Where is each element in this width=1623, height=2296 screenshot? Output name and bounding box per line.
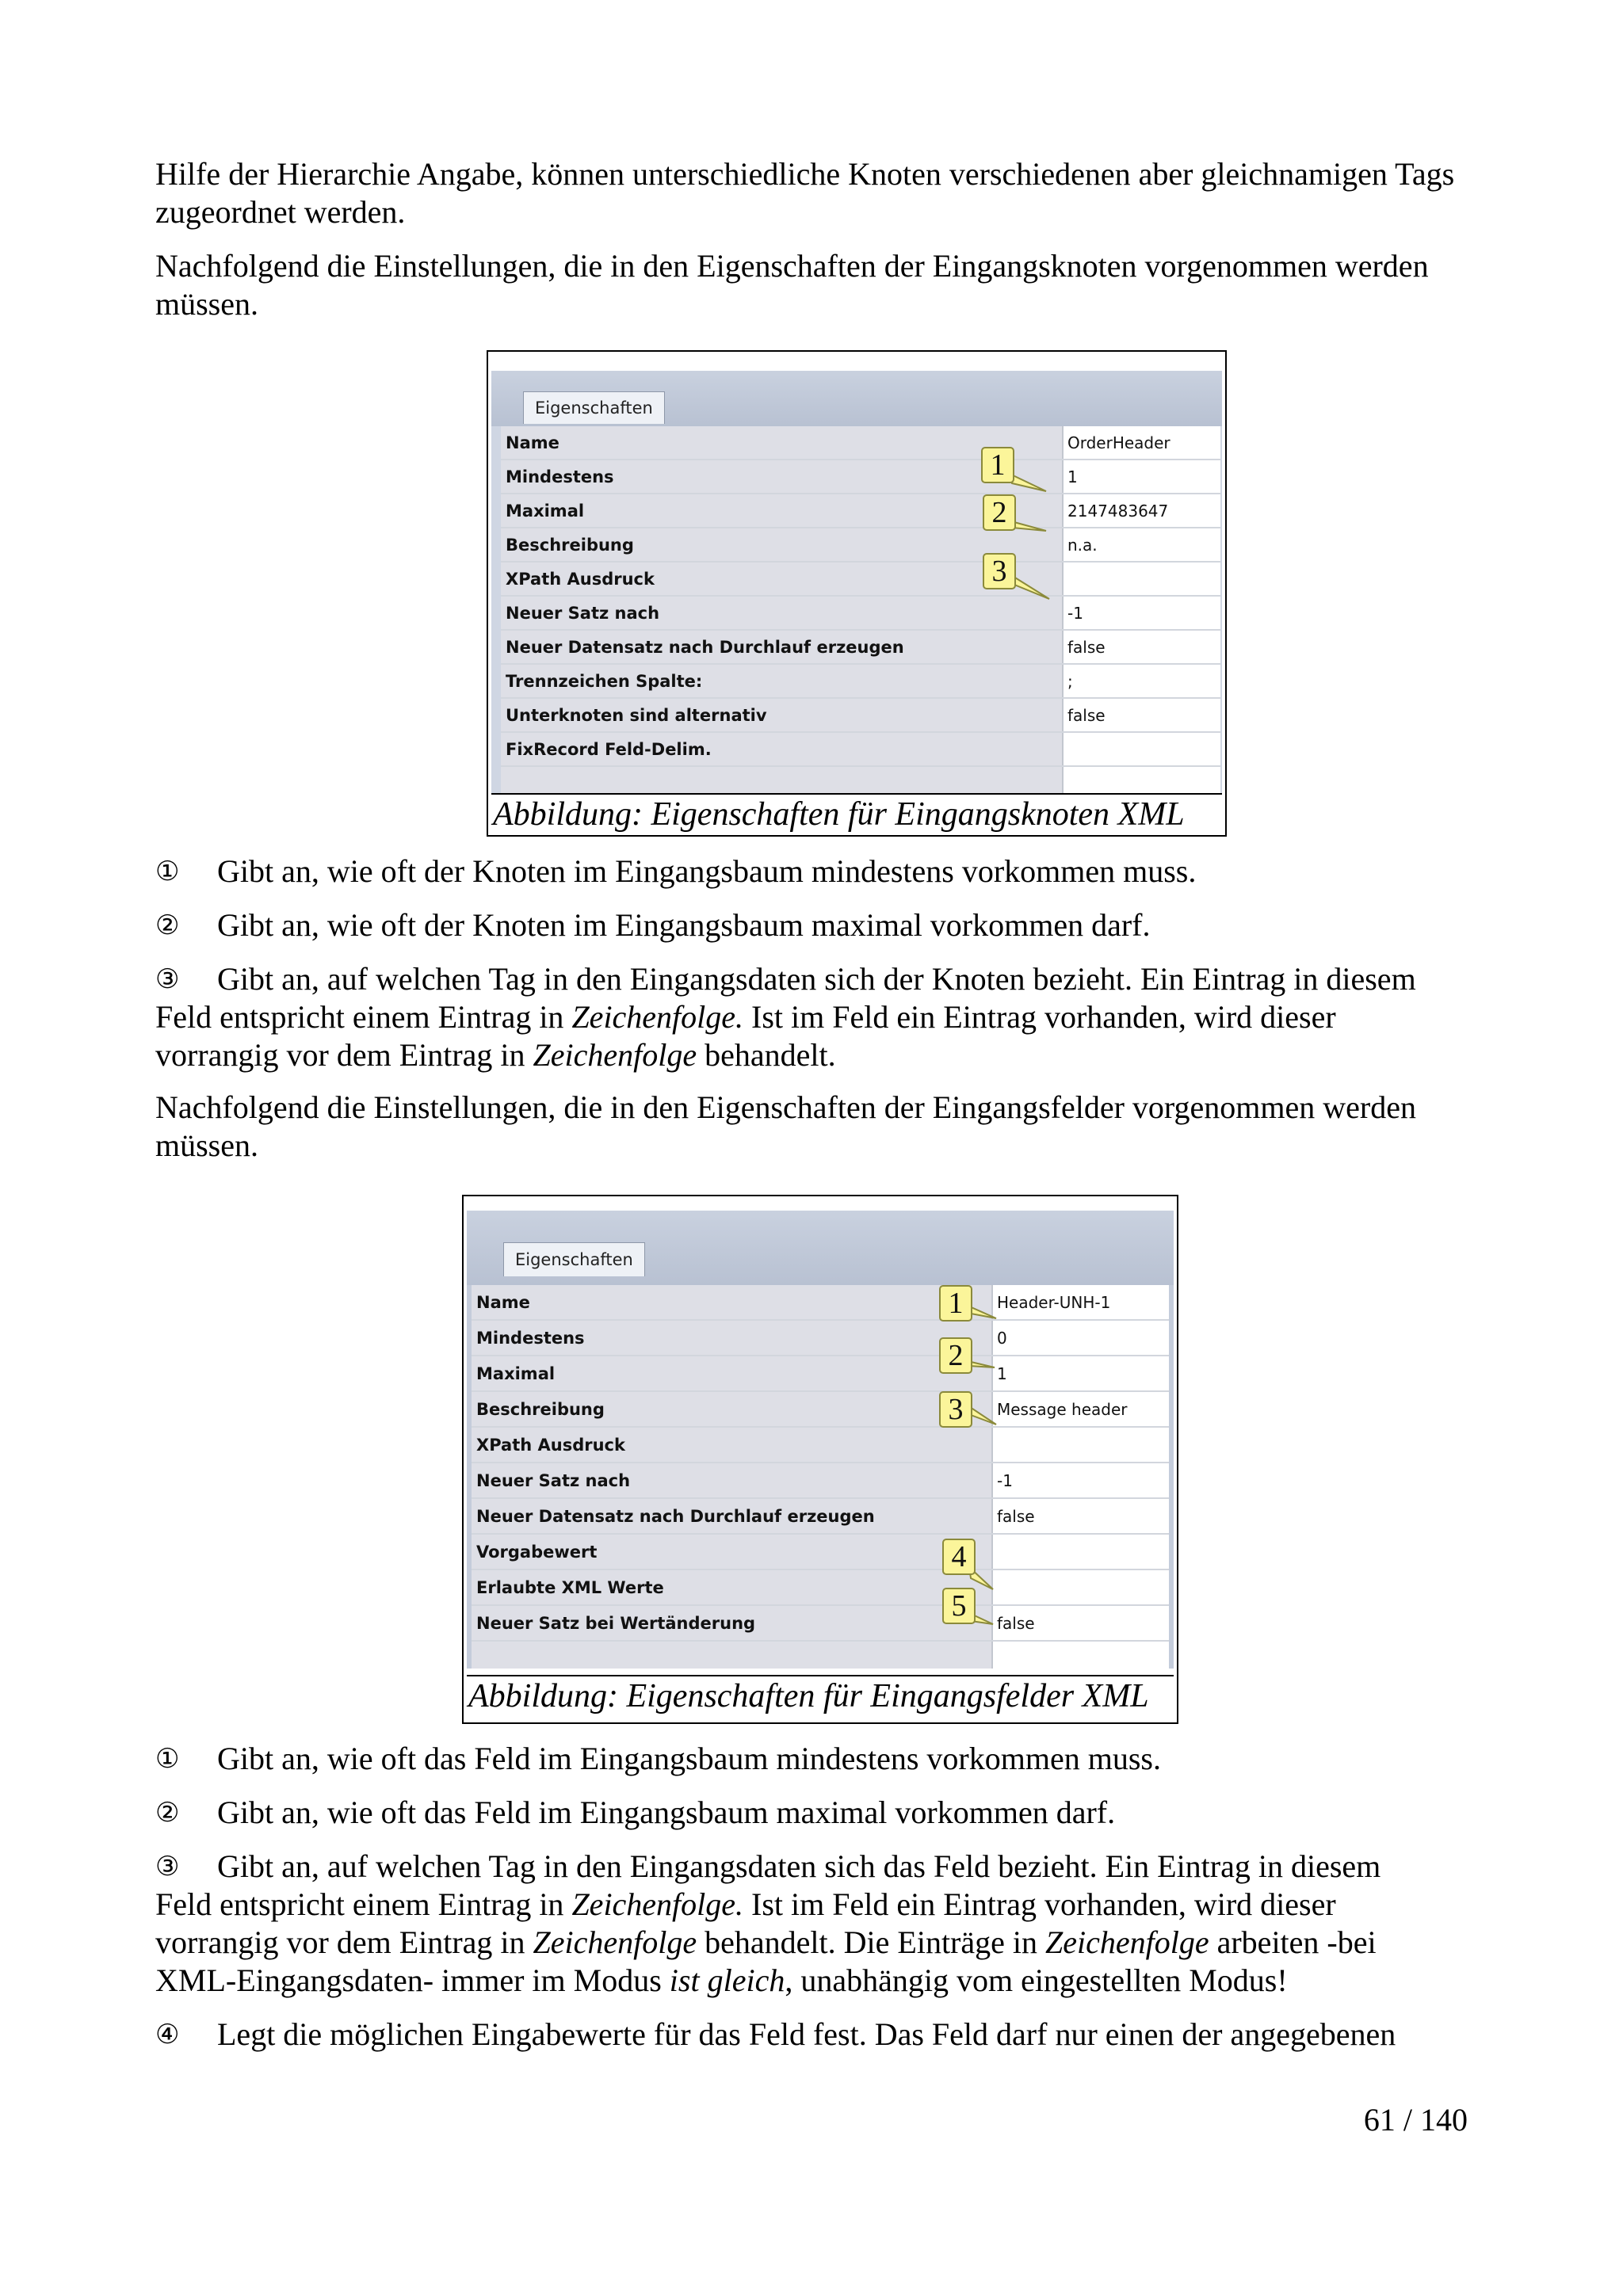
callout-1: 1 (981, 447, 1014, 483)
list-marker: ① (155, 1743, 180, 1775)
list-item-text: Gibt an, wie oft der Knoten im Eingangsbaum maximal vorkommen darf. (217, 907, 1151, 943)
property-name: XPath Ausdruck (472, 1428, 993, 1462)
callout-5: 5 (942, 1588, 976, 1624)
property-value[interactable]: n.a. (1064, 528, 1220, 561)
property-name: Name (501, 426, 1064, 459)
list-item-text: Gibt an, auf welchen Tag in den Eingangsdaten sich der Knoten bezieht. Ein Eintrag in diesem (217, 961, 1416, 997)
property-value[interactable]: false (1064, 699, 1220, 731)
list-marker: ③ (155, 1851, 180, 1882)
tab-eigenschaften[interactable]: Eigenschaften (523, 391, 665, 424)
list-marker: ② (155, 910, 180, 941)
callout-3: 3 (983, 553, 1016, 589)
property-name: Neuer Satz nach (472, 1463, 993, 1497)
property-value[interactable]: false (994, 1606, 1169, 1640)
list-item-text: Gibt an, wie oft der Knoten im Eingangsbaum mindestens vorkommen muss. (217, 853, 1197, 889)
paragraph-eingangsknoten-intro: Nachfolgend die Einstellungen, die in den Eigenschaften der Eingangsknoten vorgenommen werden müssen. (155, 248, 1429, 322)
list-marker: ③ (155, 963, 180, 995)
list-item-text: Gibt an, wie oft das Feld im Eingangsbaum maximal vorkommen darf. (217, 1794, 1116, 1830)
page-number: 61 / 140 (1363, 2102, 1468, 2138)
paragraph-eingangsfelder-intro: Nachfolgend die Einstellungen, die in den Eigenschaften der Eingangsfelder vorgenommen werden müssen. (155, 1089, 1416, 1163)
figure-caption: Abbildung: Eigenschaften für Eingangsknoten XML (491, 793, 1222, 834)
property-value[interactable]: 0 (994, 1321, 1169, 1355)
list-marker: ② (155, 1797, 180, 1829)
list-marker: ① (155, 856, 180, 887)
callout-pointers (491, 355, 1222, 793)
list-item-text: Gibt an, wie oft das Feld im Eingangsbaum mindestens vorkommen muss. (217, 1741, 1161, 1776)
property-value[interactable]: -1 (1064, 597, 1220, 629)
property-name: Name (472, 1285, 993, 1319)
callout-2: 2 (983, 494, 1016, 531)
paragraph-hierarchie: Hilfe der Hierarchie Angabe, können unterschiedliche Knoten verschiedenen aber gleichnamigen Tags zugeordnet werden. (155, 156, 1455, 230)
figure-caption: Abbildung: Eigenschaften für Eingangsfelder XML (467, 1675, 1174, 1716)
property-name: Vorgabewert (472, 1535, 993, 1569)
property-name: Beschreibung (501, 528, 1064, 561)
property-value[interactable]: ; (1064, 665, 1220, 697)
property-name: Erlaubte XML Werte (472, 1570, 993, 1604)
property-name: Neuer Datensatz nach Durchlauf erzeugen (501, 631, 1064, 663)
property-name: Unterknoten sind alternativ (501, 699, 1064, 731)
callout-1: 1 (939, 1285, 972, 1322)
figure-eingangsfelder (462, 1195, 1178, 1724)
screenshot-eigenschaften-felder (467, 1199, 1174, 1669)
property-name: Maximal (472, 1356, 993, 1390)
tab-eigenschaften[interactable]: Eigenschaften (503, 1242, 645, 1276)
property-value[interactable]: 1 (1064, 460, 1220, 493)
list-item-continuation: Feld entspricht einem Eintrag in Zeichenfolge. Ist im Feld ein Eintrag vorhanden, wird dieser (155, 1886, 1336, 1922)
property-name: Mindestens (472, 1321, 993, 1355)
property-name: Trennzeichen Spalte: (501, 665, 1064, 697)
property-value[interactable]: Message header (994, 1392, 1169, 1426)
property-value[interactable]: false (1064, 631, 1220, 663)
callout-2: 2 (939, 1337, 972, 1374)
property-value[interactable]: 1 (994, 1356, 1169, 1390)
list-item-continuation: Feld entspricht einem Eintrag in Zeichenfolge. Ist im Feld ein Eintrag vorhanden, wird dieser (155, 999, 1336, 1035)
property-name: XPath Ausdruck (501, 563, 1064, 595)
callout-pointers (467, 1199, 1174, 1669)
list-item-continuation: XML-Eingangsdaten- immer im Modus ist gleich, unabhängig vom eingestellten Modus! (155, 1962, 1288, 1998)
property-value[interactable]: false (994, 1499, 1169, 1533)
property-value[interactable]: 2147483647 (1064, 494, 1220, 527)
property-value[interactable]: OrderHeader (1064, 426, 1220, 459)
property-value[interactable]: -1 (994, 1463, 1169, 1497)
property-name: Neuer Datensatz nach Durchlauf erzeugen (472, 1499, 993, 1533)
screenshot-eigenschaften-knoten (491, 355, 1222, 793)
property-name: Beschreibung (472, 1392, 993, 1426)
property-name: Maximal (501, 494, 1064, 527)
property-value[interactable]: Header-UNH-1 (994, 1285, 1169, 1319)
list-item-continuation: vorrangig vor dem Eintrag in Zeichenfolge behandelt. (155, 1037, 836, 1073)
list-marker: ④ (155, 2019, 180, 2050)
figure-eingangsknoten (487, 350, 1227, 837)
callout-3: 3 (939, 1391, 972, 1428)
list-item-continuation: vorrangig vor dem Eintrag in Zeichenfolge behandelt. Die Einträge in Zeichenfolge arbeiten -bei (155, 1924, 1377, 1960)
property-name: Neuer Satz bei Wertänderung (472, 1606, 993, 1640)
list-item-text: Legt die möglichen Eingabewerte für das Feld fest. Das Feld darf nur einen der angegebenen (217, 2016, 1396, 2052)
property-name: FixRecord Feld-Delim. (501, 733, 1064, 765)
property-name: Mindestens (501, 460, 1064, 493)
list-item-text: Gibt an, auf welchen Tag in den Eingangsdaten sich das Feld bezieht. Ein Eintrag in diesem (217, 1848, 1381, 1884)
callout-4: 4 (942, 1539, 976, 1575)
property-name: Neuer Satz nach (501, 597, 1064, 629)
